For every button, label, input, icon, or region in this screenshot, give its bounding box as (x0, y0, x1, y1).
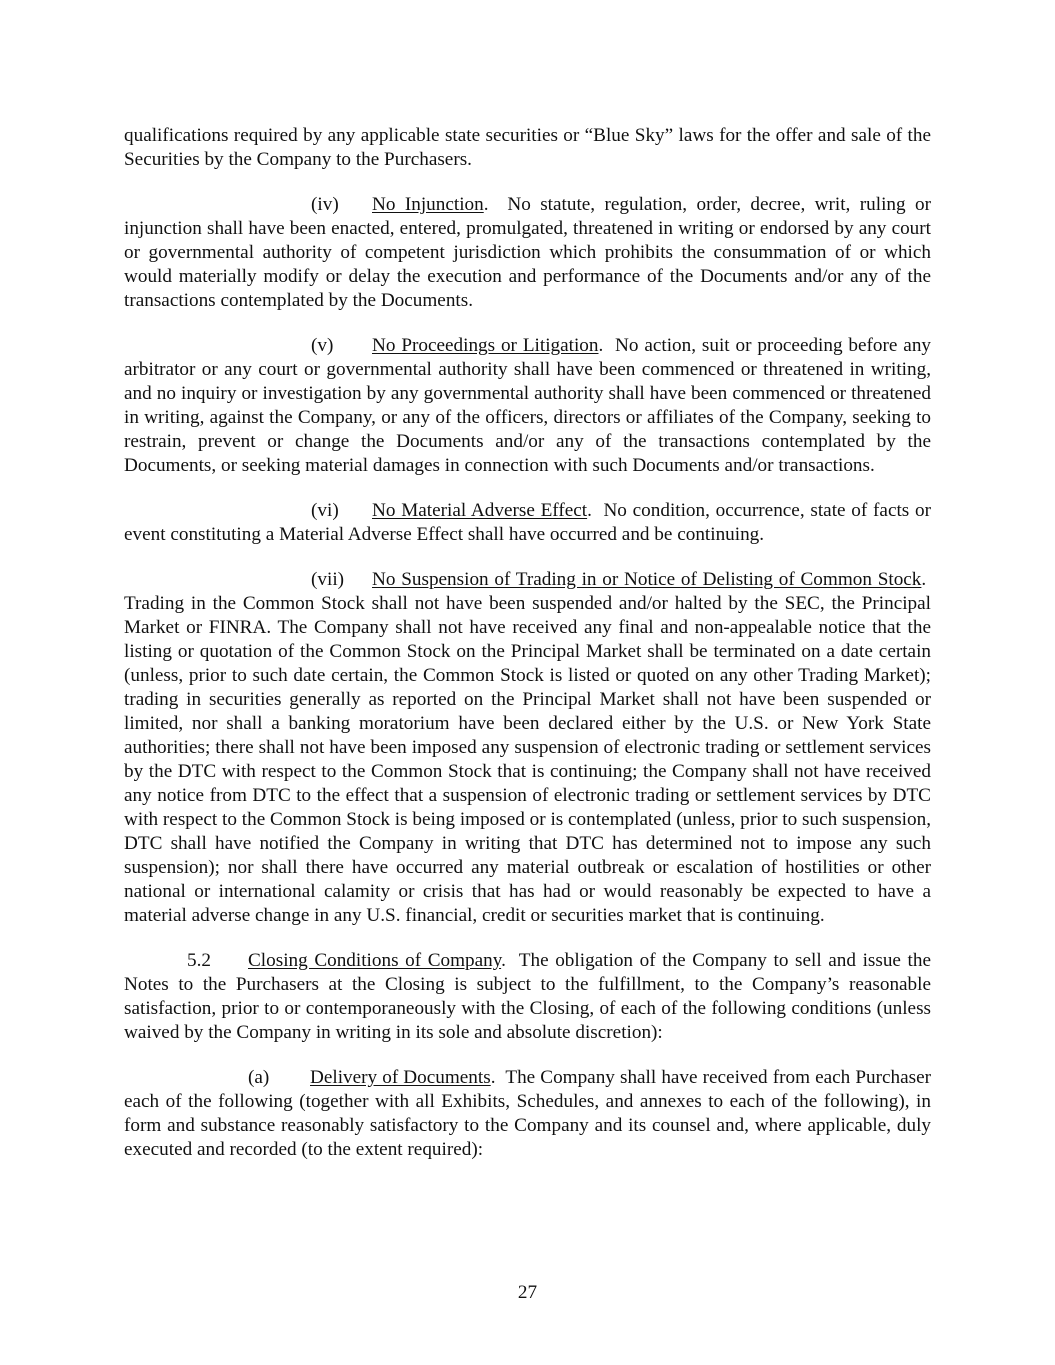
paragraph-heading: Delivery of Documents (310, 1067, 491, 1088)
paragraph-number: (a) (248, 1067, 270, 1088)
paragraph-number: (vi) (311, 500, 339, 521)
paragraph-vii-no-suspension: (vii) No Suspension of Trading in or Notice of Delisting of Common Stock. Trading in the Common Stock shall not have been suspended and/or halted by the SEC, the Principal Market or FINRA. The Company shall not have received any final and non-appealable notice that the listing or quotation of the Common Stock on the Principal Market shall be terminated on a date certain (unless, prior to such date certain, the Common Stock is listed or quoted on any other Trading Market); trading in securities generally as reported on the Principal Market shall not have been suspended or limited, nor shall a banking moratorium have been declared either by the U.S. or New York State authorities; there shall not have been imposed any suspension of electronic trading or settlement services by the DTC with respect to the Common Stock that is continuing; the Company shall not have received any notice from DTC to the effect that a suspension of electronic trading or settlement services by DTC with respect to the Common Stock is being imposed or is contemplated (unless, prior to such suspension, DTC shall have notified the Company in writing that DTC has determined not to impose any such suspension); nor shall there have occurred any material outbreak or escalation of hostilities or other national or international calamity or crisis that has had or would reasonably be expected to have a material adverse change in any U.S. financial, credit or securities market that is continuing. (124, 569, 931, 926)
paragraph-number: (iv) (311, 194, 339, 215)
paragraph-number: (v) (311, 335, 334, 356)
paragraph-text: The Company shall have received from each Purchaser each of the following (together with all Exhibits, Schedules, and annexes to each of the following), in form and substance reasonably satisfactory to the Company and its counsel and, where applicable, duly executed and recorded (to the extent required): (124, 1067, 931, 1160)
paragraph-text: No condition, occurrence, state of facts or event constituting a Material Adverse Effect shall have occurred and be continuing. (124, 500, 932, 545)
section-number: 5.2 (187, 950, 211, 971)
paragraph-v-no-proceedings: (v) No Proceedings or Litigation. No action, suit or proceeding before any arbitrator or any court or governmental authority shall have been commenced or threatened in writing, and no inquiry or investigation by any governmental authority shall have been commenced or threatened in writing, against the Company, or any of the officers, directors or affiliates of the Company, seeking to restrain, prevent or change the Documents and/or any of the transactions contemplated by the Documents, or seeking material damages in connection with such Documents and/or transactions. (124, 335, 932, 476)
paragraph-heading: No Material Adverse Effect (372, 500, 588, 521)
paragraph-text: No statute, regulation, order, decree, writ, ruling or injunction shall have been enacted, entered, promulgated, threatened in writing or endorsed by any court or governmental authority of competent jurisdiction which prohibits the consummation of or which would materially modify or delay the execution and performance of the Documents and/or any of the transactions contemplated by the Documents. (124, 194, 931, 311)
paragraph-continuation (124, 124, 931, 172)
paragraph-heading: No Injunction (372, 194, 484, 215)
section-5-2-closing-conditions: 5.2 Closing Conditions of Company. The obligation of the Company to sell and issue the Notes to the Purchasers at the Closing is subject to the fulfillment, to the Company’s reasonable satisfaction, prior to or contemporaneously with the Closing, of each of the following conditions (unless waived by the Company in writing in its sole and absolute discretion): (124, 950, 931, 1043)
paragraph-number: (vii) (311, 569, 345, 590)
paragraph-heading: No Suspension of Trading in or Notice of Delisting of Common Stock (372, 569, 922, 590)
paragraph-text: No action, suit or proceeding before any arbitrator or any court or governmental authority shall have been commenced or threatened in writing, and no inquiry or investigation by any governmental authority shall have been commenced or threatened in writing, against the Company, or any of the officers, directors or affiliates of the Company, seeking to restrain, prevent or change the Documents and/or any of the transactions contemplated by the Documents, or seeking material damages in connection with such Documents and/or transactions. (124, 335, 932, 476)
paragraph-heading: No Proceedings or Litigation (372, 335, 599, 356)
page-number: 27 (517, 1282, 538, 1303)
paragraph-text: Trading in the Common Stock shall not have been suspended and/or halted by the SEC, the Principal Market or FINRA. The Company shall not have received any final and non-appealable notice that the listing or quotation of the Common Stock on the Principal Market shall be terminated on a date certain (unless, prior to such date certain, the Common Stock is listed or quoted on any other Trading Market); trading in securities generally as reported on the Principal Market shall not have been suspended or limited, nor shall a banking moratorium have been declared either by the U.S. or New York State authorities; there shall not have been imposed any suspension of electronic trading or settlement services by the DTC with respect to the Common Stock that is continuing; the Company shall not have received any notice from DTC to the effect that a suspension of electronic trading or settlement services by DTC with respect to the Common Stock is being imposed or is contemplated (unless, prior to such suspension, DTC shall have notified the Company in writing that DTC has determined not to impose any such suspension); nor shall there have occurred any material outbreak or escalation of hostilities or other national or international calamity or crisis that has had or would reasonably be expected to have a material adverse change in any U.S. financial, credit or securities market that is continuing. (124, 593, 931, 926)
paragraph-text: qualifications required by any applicable state securities or “Blue Sky” laws for the offer and sale of the Securities by the Company to the Purchasers. (124, 125, 931, 170)
paragraph-iv-no-injunction: (iv) No Injunction. No statute, regulation, order, decree, writ, ruling or injunction shall have been enacted, entered, promulgated, threatened in writing or endorsed by any court or governmental authority of competent jurisdiction which prohibits the consummation of or which would materially modify or delay the execution and performance of the Documents and/or any of the transactions contemplated by the Documents. (124, 194, 931, 311)
paragraph-text: The obligation of the Company to sell and issue the Notes to the Purchasers at the Closing is subject to the fulfillment, to the Company’s reasonable satisfaction, prior to or contemporaneously with the Closing, of each of the following conditions (unless waived by the Company in writing in its sole and absolute discretion): (124, 950, 931, 1043)
paragraph-a-delivery-of-documents: (a) Delivery of Documents. The Company shall have received from each Purchaser each of the following (together with all Exhibits, Schedules, and annexes to each of the following), in form and substance reasonably satisfactory to the Company and its counsel and, where applicable, duly executed and recorded (to the extent required): (124, 1067, 931, 1160)
paragraph-vi-no-mae: (vi) No Material Adverse Effect. No condition, occurrence, state of facts or event constituting a Material Adverse Effect shall have occurred and be continuing. (124, 500, 932, 545)
document-body (124, 124, 931, 1183)
section-heading: Closing Conditions of Company (248, 950, 502, 971)
